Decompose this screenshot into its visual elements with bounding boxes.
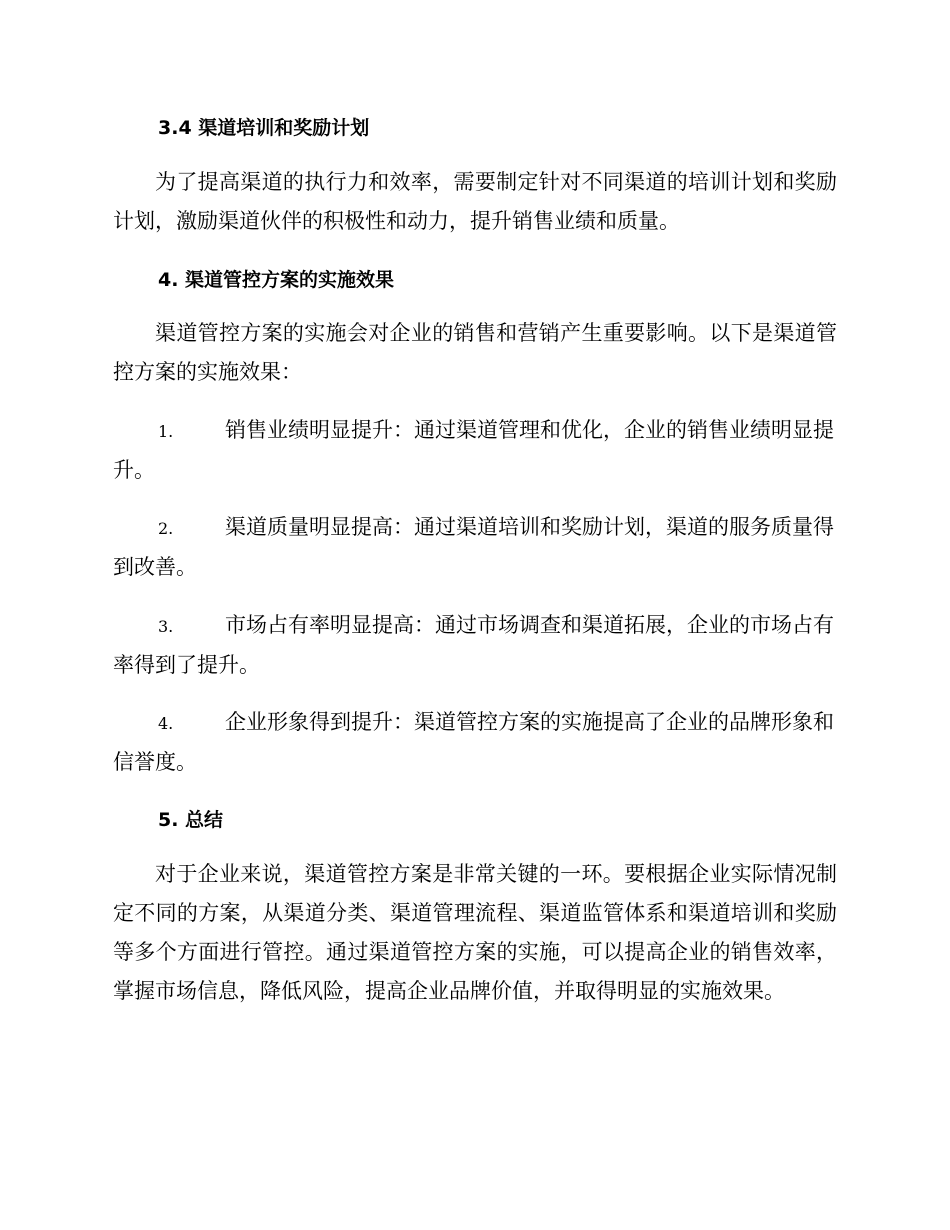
list-item-text: 企业形象得到提升：渠道管控方案的实施提高了企业的品牌形象和信誉度。 (113, 710, 834, 774)
list-item-number: 3. (158, 617, 174, 636)
list-item-3 (113, 606, 837, 685)
section-3-4-paragraph: 为了提高渠道的执行力和效率，需要制定针对不同渠道的培训计划和奖励计划，激励渠道伙伴的积极性和动力，提升销售业绩和质量。 (113, 170, 837, 233)
list-item-2 (113, 508, 837, 587)
section-5-heading: 5. 总结 (158, 809, 224, 831)
list-item-text: 市场占有率明显提高：通过市场调查和渠道拓展，企业的市场占有率得到了提升。 (113, 613, 834, 677)
list-item-4 (113, 703, 837, 782)
section-5-paragraph: 对于企业来说，渠道管控方案是非常关键的一环。要根据企业实际情况制定不同的方案，从渠道分类、渠道管理流程、渠道监管体系和渠道培训和奖励等多个方面进行管控。通过渠道管控方案的实施，可以提高企业的销售效率，掌握市场信息，降低风险，提高企业品牌价值，并取得明显的实施效果。 (113, 862, 837, 1003)
list-item-number: 2. (158, 519, 174, 538)
list-item-1 (113, 411, 837, 490)
list-item-text: 销售业绩明显提升：通过渠道管理和优化，企业的销售业绩明显提升。 (113, 418, 834, 482)
list-item-text: 渠道质量明显提高：通过渠道培训和奖励计划，渠道的服务质量得到改善。 (113, 515, 834, 579)
section-4-paragraph: 渠道管控方案的实施会对企业的销售和营销产生重要影响。以下是渠道管控方案的实施效果： (113, 321, 837, 384)
section-4-heading: 4. 渠道管控方案的实施效果 (158, 269, 395, 291)
section-3-4-heading: 3.4 渠道培训和奖励计划 (158, 117, 370, 139)
list-item-number: 1. (158, 422, 174, 441)
list-item-number: 4. (158, 714, 174, 733)
